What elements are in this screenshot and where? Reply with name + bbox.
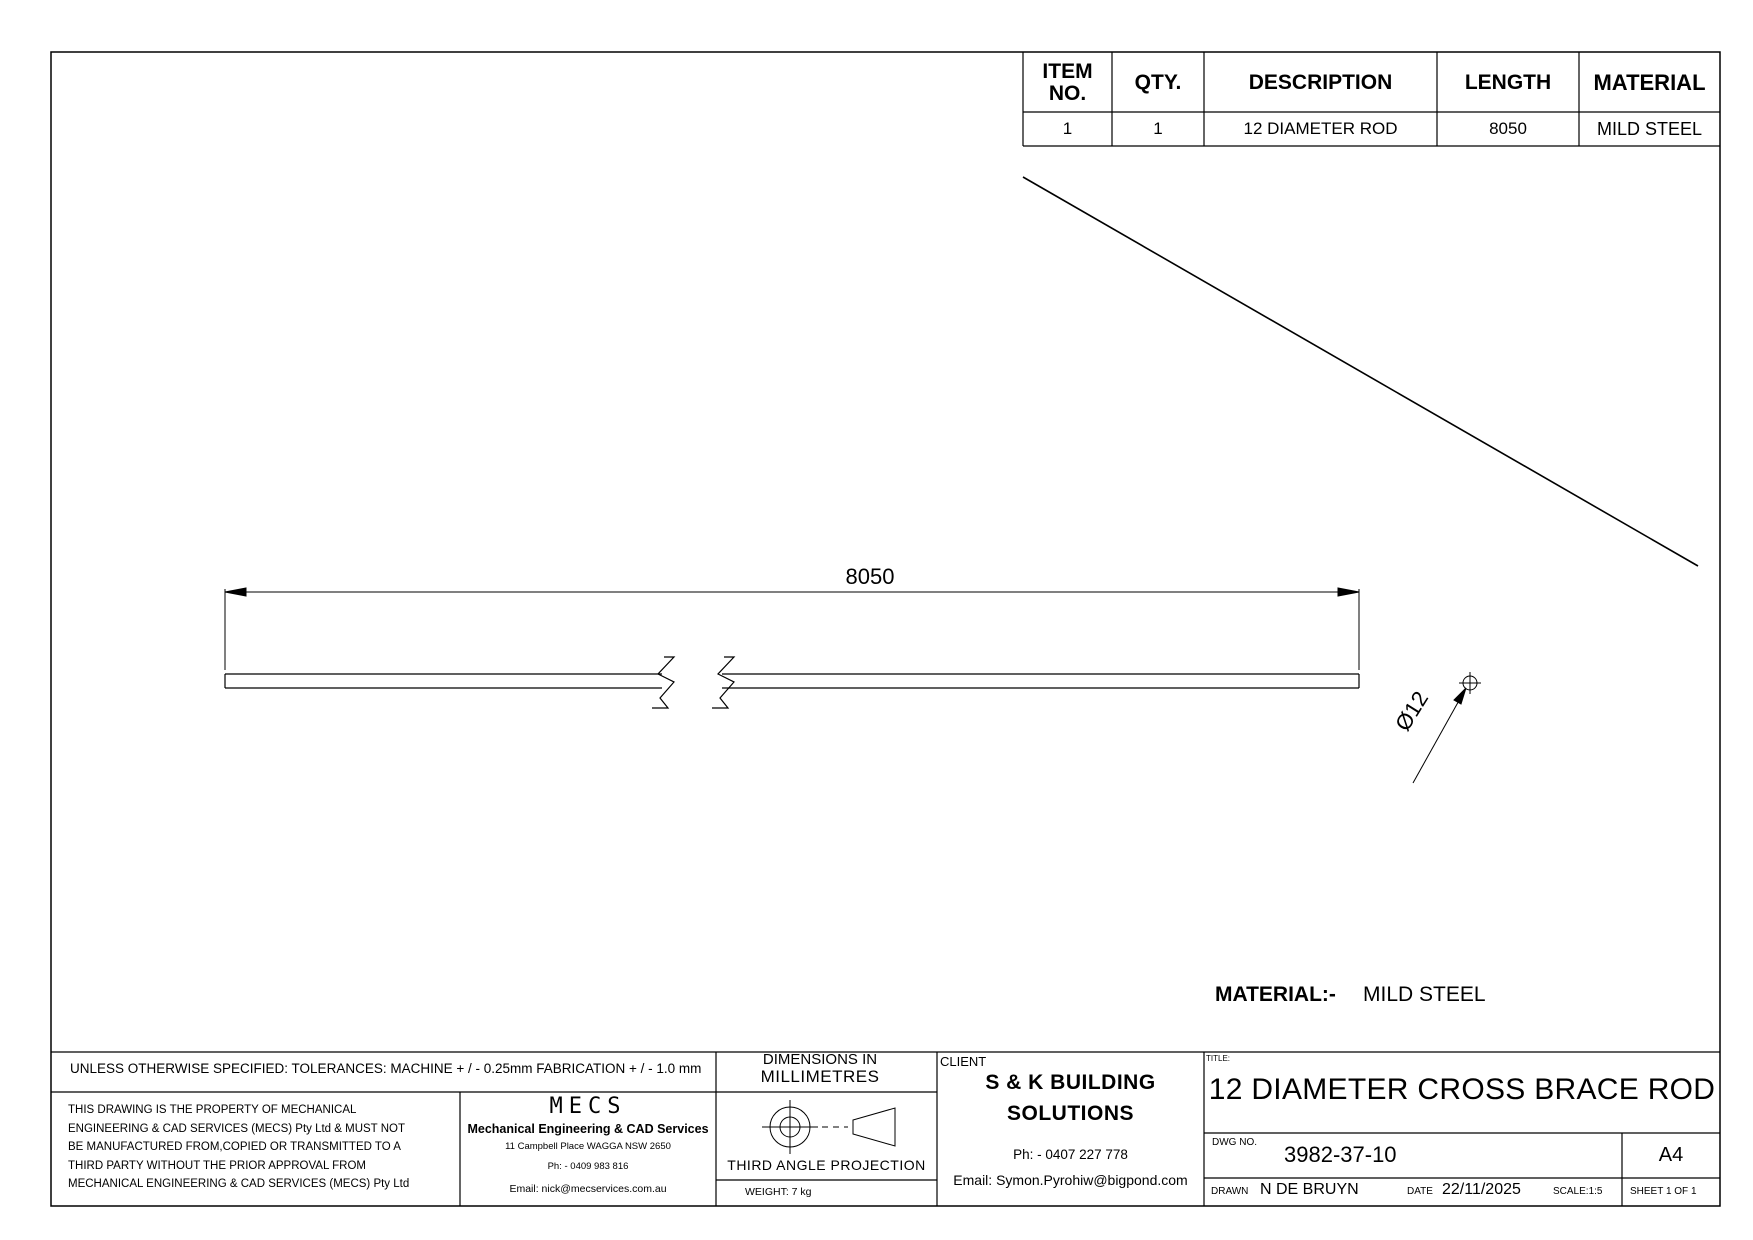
bom-header-length: LENGTH [1464,70,1552,94]
drawing-title: 12 DIAMETER CROSS BRACE ROD [1208,1073,1716,1106]
company-phone: Ph: - 0409 983 816 [547,1161,629,1172]
bom-header-item-no: ITEM NO. [1042,59,1093,105]
property-notice [68,1101,409,1194]
sheet-number: SHEET 1 OF 1 [1630,1186,1697,1197]
sheet-size: A4 [1658,1144,1684,1166]
bom-header-description: DESCRIPTION [1248,70,1393,94]
client-email: Email: Symon.Pyrohiw@bigpond.com [953,1172,1188,1188]
projection-label: THIRD ANGLE PROJECTION [727,1157,926,1173]
property-notice-line: ENGINEERING & CAD SERVICES (MECS) Pty Ltd & MUST NOT [68,1122,405,1135]
date-value: 22/11/2025 [1442,1181,1521,1198]
bom-cell-item-no: 1 [1062,119,1073,139]
weight-label: WEIGHT: 7 kg [745,1186,812,1198]
bom-header-material: MATERIAL [1593,70,1706,96]
title-label: TITLE: [1206,1054,1231,1063]
company-name: Mechanical Engineering & CAD Services [467,1122,709,1136]
rod-side-view [225,657,1359,708]
date-label: DATE [1407,1186,1433,1197]
property-notice-line: THIS DRAWING IS THE PROPERTY OF MECHANICAL [68,1104,357,1116]
bom-cell-qty: 1 [1153,119,1163,139]
diameter-dimension-text: Ø12 [1390,686,1434,736]
company-email: Email: nick@mecservices.com.au [509,1183,667,1195]
client-phone: Ph: - 0407 227 778 [1013,1147,1128,1162]
property-notice-line: BE MANUFACTURED FROM,COPIED OR TRANSMITTED TO A [68,1141,401,1153]
dwg-no-label: DWG NO. [1212,1137,1257,1148]
bom-cell-length: 8050 [1489,119,1527,139]
material-note-value: MILD STEEL [1363,983,1486,1006]
dimensions-units-line1: DIMENSIONS IN [762,1051,878,1068]
bom-cell-description: 12 DIAMETER ROD [1243,119,1398,139]
client-label: CLIENT [940,1054,987,1069]
client-name-line2: SOLUTIONS [1006,1102,1134,1125]
bom-cell-material: MILD STEEL [1596,118,1703,139]
scale-label: SCALE:1:5 [1553,1186,1603,1197]
projection-symbol [762,1100,895,1154]
tolerances-note: UNLESS OTHERWISE SPECIFIED: TOLERANCES: MACHINE + / - 0.25mm FABRICATION + / - 1.0 mm [70,1061,702,1076]
client-name-line1: S & K BUILDING [985,1071,1156,1094]
company-address: 11 Campbell Place WAGGA NSW 2650 [505,1141,671,1152]
rod-isometric-view [1023,177,1698,566]
bom-header-qty: QTY. [1134,70,1182,94]
diameter-callout [1413,672,1481,783]
length-dimension-lines [225,588,1359,670]
company-logo: MECS [549,1094,627,1119]
property-notice-line: THIRD PARTY WITHOUT THE PRIOR APPROVAL FROM [68,1159,366,1172]
dwg-no: 3982-37-10 [1284,1142,1397,1167]
length-dimension-text: 8050 [845,564,895,589]
dimensions-units-line2: MILLIMETRES [760,1067,880,1086]
drawn-by: N DE BRUYN [1260,1181,1359,1198]
sheet-border [51,52,1720,1206]
material-note-label: MATERIAL:- [1215,983,1336,1006]
drawn-label: DRAWN [1211,1186,1249,1197]
property-notice-line: MECHANICAL ENGINEERING & CAD SERVICES (MECS) Pty Ltd [68,1178,410,1190]
